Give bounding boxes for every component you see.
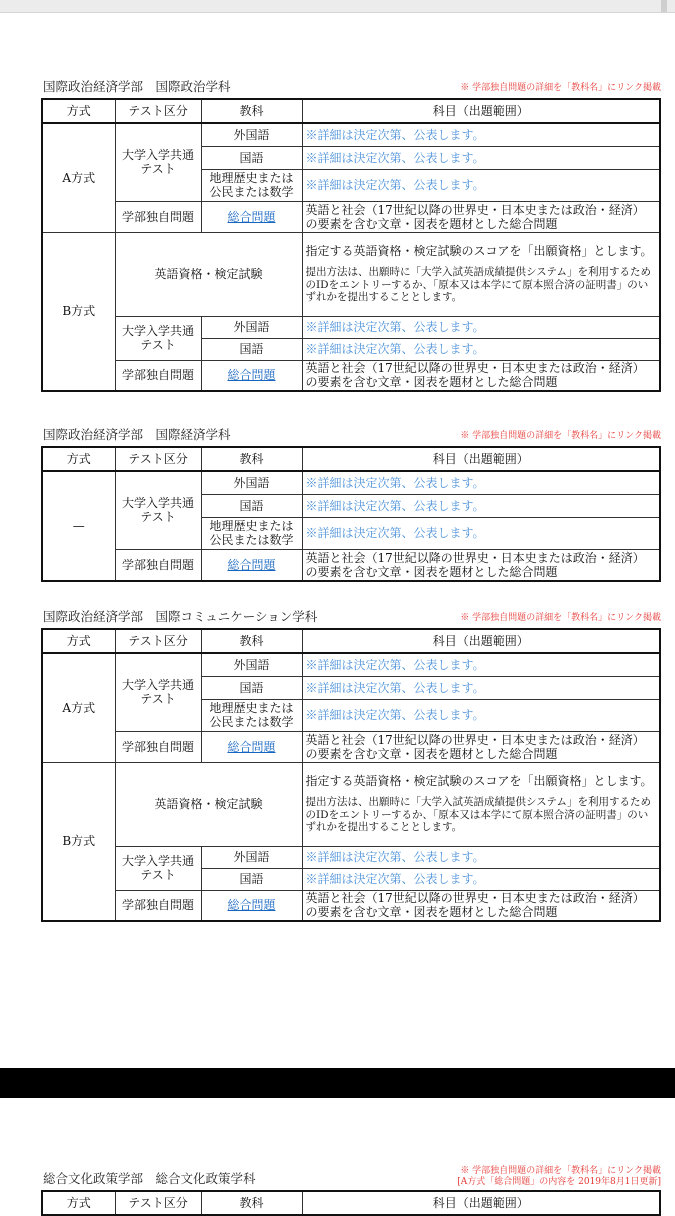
method-b: B方式 [42,232,115,391]
sogo-desc: 英語と社会（17世紀以降の世界史・日本史または政治・経済）の要素を含む文章・図表を題材とした総合問題 [302,731,660,762]
method-none: — [42,471,115,581]
sogo-desc: 英語と社会（17世紀以降の世界史・日本史または政治・経済）の要素を含む文章・図表を題材とした総合問題 [302,360,660,391]
exam-table [41,1190,661,1216]
header-subject: 教科 [201,99,302,123]
section-title: 国際政治経済学部 国際政治学科 [43,79,231,94]
subject-gaikokugo: 外国語 [201,471,302,494]
subject-gaikokugo: 外国語 [201,653,302,676]
subject-kokugo: 国語 [201,868,302,890]
sogo-mondai-link[interactable]: 総合問題 [201,731,302,762]
sogo-desc: 英語と社会（17世紀以降の世界史・日本史または政治・経済）の要素を含む文章・図表を題材とした総合問題 [302,549,660,581]
header-content: 科目（出題範囲） [302,629,660,653]
header-method: 方式 [42,1191,115,1215]
header-subject: 教科 [201,1191,302,1215]
eigo-desc-1: 指定する英語資格・検定試験のスコアを「出願資格」とします。 [305,244,653,259]
tbd-note: ※詳細は決定次第、公表します。 [302,316,660,338]
header-test: テスト区分 [115,1191,201,1215]
test-kyotsu: 大学入学共通テスト [115,653,201,731]
link-note: ※ 学部独自問題の詳細を「教科名」にリンク掲載 [460,431,661,441]
tbd-note: ※詳細は決定次第、公表します。 [302,517,660,549]
tbd-note: ※詳細は決定次第、公表します。 [302,494,660,517]
method-a: A方式 [42,123,115,232]
section-kokusai-seiji [41,78,661,392]
header-content: 科目（出題範囲） [302,99,660,123]
link-note: ※ 学部独自問題の詳細を「教科名」にリンク掲載 [460,613,661,623]
eigo-desc-1: 指定する英語資格・検定試験のスコアを「出願資格」とします。 [305,774,653,789]
tbd-note: ※詳細は決定次第、公表します。 [302,169,660,201]
header-test: テスト区分 [115,447,201,471]
tbd-note: ※詳細は決定次第、公表します。 [302,868,660,890]
section-kokusai-communication [41,608,661,922]
test-dokuji: 学部独自問題 [115,890,201,921]
tbd-note: ※詳細は決定次第、公表します。 [302,338,660,360]
update-note: [A方式「総合問題」の内容を 2019年8月1日更新] [457,1177,661,1187]
subject-gaikokugo: 外国語 [201,846,302,868]
sogo-desc: 英語と社会（17世紀以降の世界史・日本史または政治・経済）の要素を含む文章・図表を題材とした総合問題 [302,201,660,232]
section-sogo-bunka [41,1160,661,1210]
sogo-mondai-link[interactable]: 総合問題 [201,890,302,921]
tbd-note: ※詳細は決定次第、公表します。 [302,471,660,494]
sogo-mondai-link[interactable]: 総合問題 [201,549,302,581]
exam-table [41,628,661,922]
link-note: ※ 学部独自問題の詳細を「教科名」にリンク掲載 [460,83,661,93]
section-kokusai-keizai [41,426,661,582]
tbd-note: ※詳細は決定次第、公表します。 [302,146,660,169]
header-subject: 教科 [201,629,302,653]
subject-kokugo: 国語 [201,338,302,360]
test-eigo-shikaku: 英語資格・検定試験 [115,762,302,846]
test-kyotsu: 大学入学共通テスト [115,846,201,890]
subject-gaikokugo: 外国語 [201,316,302,338]
tbd-note: ※詳細は決定次第、公表します。 [302,846,660,868]
eigo-desc [302,762,660,846]
sogo-desc: 英語と社会（17世紀以降の世界史・日本史または政治・経済）の要素を含む文章・図表を題材とした総合問題 [302,890,660,921]
page-divider [0,1068,675,1098]
sogo-mondai-link[interactable]: 総合問題 [201,360,302,391]
method-a: A方式 [42,653,115,762]
header-method: 方式 [42,447,115,471]
tbd-note: ※詳細は決定次第、公表します。 [302,123,660,146]
exam-table [41,98,661,392]
header-content: 科目（出題範囲） [302,447,660,471]
tbd-note: ※詳細は決定次第、公表します。 [302,699,660,731]
section-title: 国際政治経済学部 国際コミュニケーション学科 [43,609,318,624]
test-dokuji: 学部独自問題 [115,549,201,581]
header-subject: 教科 [201,447,302,471]
eigo-desc [302,232,660,316]
eigo-desc-2: 提出方法は、出願時に「大学入試英語成績提供システム」を利用するためのIDをエントリーするか、「原本又は本学にて原本照合済の証明書」のいずれかを提出することとします。 [305,266,651,304]
header-method: 方式 [42,629,115,653]
subject-kokugo: 国語 [201,676,302,699]
section-title: 総合文化政策学部 総合文化政策学科 [43,1171,256,1186]
subject-gaikokugo: 外国語 [201,123,302,146]
sogo-mondai-link[interactable]: 総合問題 [201,201,302,232]
test-eigo-shikaku: 英語資格・検定試験 [115,232,302,316]
test-dokuji: 学部独自問題 [115,201,201,232]
subject-chireki: 地理歴史または公民または数学 [201,517,302,549]
header-content: 科目（出題範囲） [302,1191,660,1215]
subject-kokugo: 国語 [201,494,302,517]
header-test: テスト区分 [115,99,201,123]
method-b: B方式 [42,762,115,921]
link-note-block [457,1166,661,1188]
test-kyotsu: 大学入学共通テスト [115,316,201,360]
test-kyotsu: 大学入学共通テスト [115,123,201,201]
exam-table [41,446,661,582]
tbd-note: ※詳細は決定次第、公表します。 [302,676,660,699]
test-dokuji: 学部独自問題 [115,731,201,762]
test-kyotsu: 大学入学共通テスト [115,471,201,549]
subject-chireki: 地理歴史または公民または数学 [201,169,302,201]
tbd-note: ※詳細は決定次第、公表します。 [302,653,660,676]
link-note: ※ 学部独自問題の詳細を「教科名」にリンク掲載 [460,1166,661,1176]
section-title: 国際政治経済学部 国際経済学科 [43,427,231,442]
test-dokuji: 学部独自問題 [115,360,201,391]
header-method: 方式 [42,99,115,123]
header-test: テスト区分 [115,629,201,653]
top-bar-mark [661,0,667,12]
subject-chireki: 地理歴史または公民または数学 [201,699,302,731]
top-bar [0,0,675,13]
eigo-desc-2: 提出方法は、出願時に「大学入試英語成績提供システム」を利用するためのIDをエントリーするか、「原本又は本学にて原本照合済の証明書」のいずれかを提出することとします。 [305,796,651,834]
subject-kokugo: 国語 [201,146,302,169]
